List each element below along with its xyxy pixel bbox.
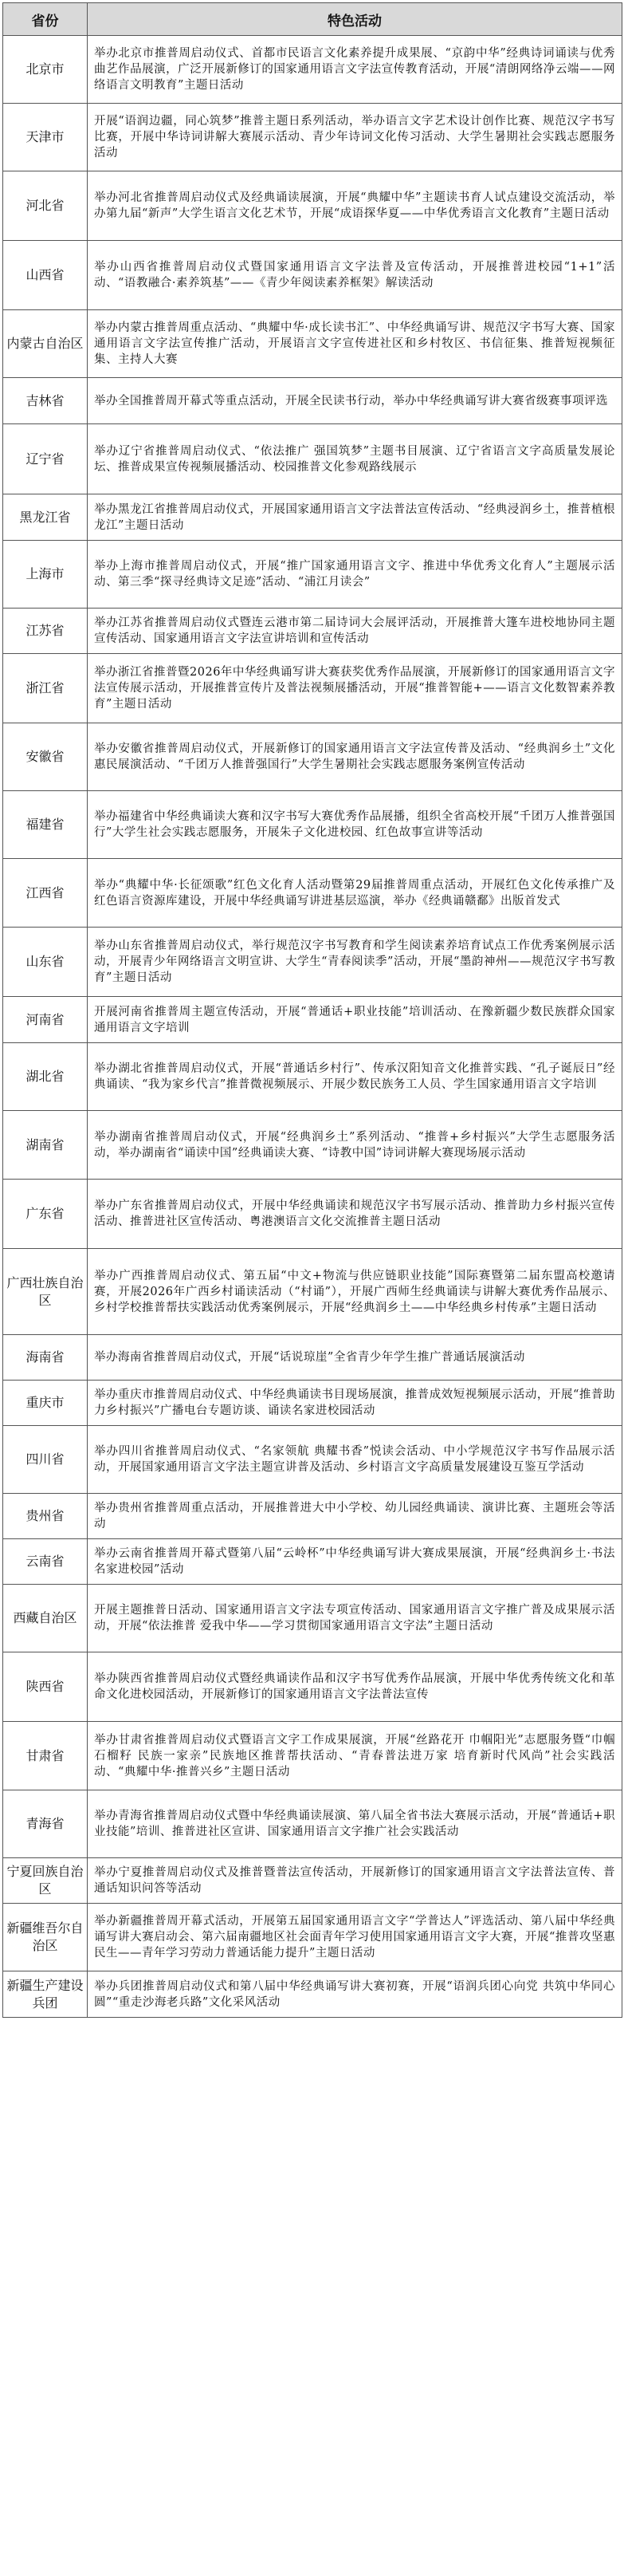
activity-cell: 举办全国推普周开幕式等重点活动，开展全民读书行动，举办中华经典诵写讲大赛省级赛事项评选 — [88, 378, 622, 424]
activity-cell: 举办福建省中华经典诵读大赛和汉字书写大赛优秀作品展播，组织全省高校开展“千团万人推普强国行”大学生社会实践志愿服务，开展朱子文化进校园、红色故事宣讲等活动 — [88, 791, 622, 859]
province-cell: 西藏自治区 — [3, 1585, 88, 1652]
activity-cell: 举办江苏省推普周启动仪式暨连云港市第二届诗词大会展评活动，开展推普大篷车进校地协同主题宣传活动、国家通用语言文字法宣讲培训和宣传活动 — [88, 609, 622, 654]
table-row — [3, 1335, 622, 1381]
province-cell: 河北省 — [3, 171, 88, 241]
table-row — [3, 241, 622, 310]
table-row — [3, 1249, 622, 1335]
table-row — [3, 1585, 622, 1652]
table-row — [3, 310, 622, 378]
table-row — [3, 1494, 622, 1539]
activity-cell: 举办贵州省推普周重点活动，开展推普进大中小学校、幼儿园经典诵读、演讲比赛、主题班会等活动 — [88, 1494, 622, 1539]
province-cell: 内蒙古自治区 — [3, 310, 88, 378]
column-header-province: 省份 — [3, 3, 88, 36]
activity-cell: 举办“典耀中华·长征颂歌”红色文化育人活动暨第29届推普周重点活动，开展红色文化传承推广及红色语言资源库建设，开展中华经典诵写讲进基层巡演，举办《经典诵赣鄱》出版首发式 — [88, 859, 622, 928]
activity-cell: 举办上海市推普周启动仪式，开展“推广国家通用语言文字、推进中华优秀文化育人”主题展示活动、第三季“探寻经典诗文足迹”活动、“浦江月读会” — [88, 541, 622, 609]
table-row — [3, 723, 622, 791]
activity-cell: 举办北京市推普周启动仪式、首都市民语言文化素养提升成果展、“京韵中华”经典诗词诵读与优秀曲艺作品展演，广泛开展新修订的国家通用语言文字法宣传教育活动，开展“清朗网络净云端——网络语言文明教育”主题日活动 — [88, 36, 622, 104]
table-row — [3, 1426, 622, 1494]
column-header-activity: 特色活动 — [88, 3, 622, 36]
province-cell: 江苏省 — [3, 609, 88, 654]
table-row — [3, 859, 622, 928]
table-row — [3, 1858, 622, 1904]
table-row — [3, 1381, 622, 1426]
table-row — [3, 424, 622, 494]
province-cell: 贵州省 — [3, 1494, 88, 1539]
table-row — [3, 1971, 622, 2018]
activity-cell: 举办山东省推普周启动仪式，举行规范汉字书写教育和学生阅读素养培育试点工作优秀案例展示活动，开展青少年网络语言文明宣讲、大学生“青春阅读季”活动，开展“墨韵神州——规范汉字书写教育”主题日活动 — [88, 928, 622, 997]
activity-table — [2, 2, 622, 2018]
province-cell: 北京市 — [3, 36, 88, 104]
table-row — [3, 791, 622, 859]
table-row — [3, 494, 622, 541]
activity-cell: 举办山西省推普周启动仪式暨国家通用语言文字法普及宣传活动，开展推普进校园“1+1”活动、“语教融合·素养筑基”——《青少年阅读素养框架》解读活动 — [88, 241, 622, 310]
province-cell: 湖北省 — [3, 1043, 88, 1111]
table-row — [3, 1539, 622, 1585]
province-cell: 黑龙江省 — [3, 494, 88, 541]
province-cell: 广西壮族自治区 — [3, 1249, 88, 1335]
activity-cell: 举办内蒙古推普周重点活动、“典耀中华·成长读书汇”、中华经典诵写讲、规范汉字书写大赛、国家通用语言文字法宣传推广活动，开展语言文字宣传进社区和乡村牧区、书信征集、推普短视频征集、主持人大赛 — [88, 310, 622, 378]
activity-cell: 举办湖北省推普周启动仪式，开展“普通话乡村行”、传承汉阳知音文化推普实践、“孔子诞辰日”经典诵读、“我为家乡代言”推普微视频展示、开展少数民族务工人员、学生国家通用语言文字培训 — [88, 1043, 622, 1111]
table-row — [3, 36, 622, 104]
table-row — [3, 1652, 622, 1722]
activity-cell: 举办四川省推普周启动仪式、“名家领航 典耀书香”悦读会活动、中小学规范汉字书写作品展示活动，开展国家通用语言文字法主题宣讲普及活动、乡村语言文字高质量发展建设互鉴互学活动 — [88, 1426, 622, 1494]
table-row — [3, 378, 622, 424]
province-cell: 天津市 — [3, 104, 88, 171]
province-cell: 福建省 — [3, 791, 88, 859]
table-row — [3, 104, 622, 171]
province-cell: 安徽省 — [3, 723, 88, 791]
activity-cell: 开展河南省推普周主题宣传活动，开展“普通话+职业技能”培训活动、在豫新疆少数民族群众国家通用语言文字培训 — [88, 997, 622, 1043]
province-cell: 江西省 — [3, 859, 88, 928]
activity-cell: 举办甘肃省推普周启动仪式暨语言文字工作成果展演，开展“丝路花开 巾帼阳光”志愿服务暨“巾帼石榴籽 民族一家亲”民族地区推普帮扶活动、“青春普法进万家 培育新时代风尚”社会实践活动、“典耀中华·推普兴乡”主题日活动 — [88, 1722, 622, 1790]
table-row — [3, 609, 622, 654]
table-row — [3, 1043, 622, 1111]
province-cell: 吉林省 — [3, 378, 88, 424]
activity-cell: 举办黑龙江省推普周启动仪式，开展国家通用语言文字法普法宣传活动、“经典浸润乡土，推普植根龙江”主题日活动 — [88, 494, 622, 541]
province-cell: 重庆市 — [3, 1381, 88, 1426]
province-cell: 山东省 — [3, 928, 88, 997]
province-cell: 河南省 — [3, 997, 88, 1043]
province-cell: 四川省 — [3, 1426, 88, 1494]
province-cell: 海南省 — [3, 1335, 88, 1381]
table-row — [3, 1790, 622, 1858]
table-header-row — [3, 3, 622, 36]
table-row — [3, 171, 622, 241]
activity-cell: 举办青海省推普周启动仪式暨中华经典诵读展演、第八届全省书法大赛展示活动，开展“普通话+职业技能”培训、推普进社区宣讲、国家通用语言文字推广社会实践活动 — [88, 1790, 622, 1858]
province-cell: 宁夏回族自治区 — [3, 1858, 88, 1904]
province-cell: 浙江省 — [3, 654, 88, 723]
table-row — [3, 1722, 622, 1790]
activity-cell: 举办兵团推普周启动仪式和第八届中华经典诵写讲大赛初赛，开展“语润兵团心向党 共筑中华同心圆”“重走沙海老兵路”文化采风活动 — [88, 1971, 622, 2018]
activity-cell: 举办安徽省推普周启动仪式，开展新修订的国家通用语言文字法宣传普及活动、“经典润乡土”文化惠民展演活动、“千团万人推普强国行”大学生暑期社会实践志愿服务案例宣传活动 — [88, 723, 622, 791]
activity-cell: 举办新疆推普周开幕式活动，开展第五届国家通用语言文字“学普达人”评选活动、第八届中华经典诵写讲大赛启动会、第六届南疆地区社会面青年学习使用国家通用语言文字大赛，开展“推普攻坚惠民生——青年学习劳动力普通话能力提升”主题日活动 — [88, 1904, 622, 1971]
table-row — [3, 1180, 622, 1249]
province-cell: 上海市 — [3, 541, 88, 609]
activity-cell: 举办湖南省推普周启动仪式，开展“经典润乡土”系列活动、“推普+乡村振兴”大学生志愿服务活动，举办湖南省“诵读中国”经典诵读大赛、“诗教中国”诗词讲解大赛现场展示活动 — [88, 1111, 622, 1180]
activity-cell: 举办海南省推普周启动仪式，开展“话说琼崖”全省青少年学生推广普通话展演活动 — [88, 1335, 622, 1381]
table-row — [3, 654, 622, 723]
province-cell: 辽宁省 — [3, 424, 88, 494]
province-cell: 新疆生产建设兵团 — [3, 1971, 88, 2018]
activity-cell: 举办陕西省推普周启动仪式暨经典诵读作品和汉字书写优秀作品展演，开展中华优秀传统文化和革命文化进校园活动，开展新修订的国家通用语言文字法普法宣传 — [88, 1652, 622, 1722]
table-row — [3, 928, 622, 997]
province-cell: 广东省 — [3, 1180, 88, 1249]
activity-cell: 开展“语润边疆，同心筑梦”推普主题日系列活动，举办语言文字艺术设计创作比赛、规范汉字书写比赛，开展中华诗词讲解大赛展示活动、青少年诗词文化传习活动、大学生暑期社会实践志愿服务活动 — [88, 104, 622, 171]
activity-cell: 举办宁夏推普周启动仪式及推普暨普法宣传活动，开展新修订的国家通用语言文字法普法宣传、普通话知识问答等活动 — [88, 1858, 622, 1904]
activity-cell: 举办重庆市推普周启动仪式、中华经典诵读书目现场展演，推普成效短视频展示活动，开展“推普助力乡村振兴”广播电台专题访谈、诵读名家进校园活动 — [88, 1381, 622, 1426]
province-cell: 山西省 — [3, 241, 88, 310]
province-cell: 青海省 — [3, 1790, 88, 1858]
table-row — [3, 541, 622, 609]
activity-cell: 举办云南省推普周开幕式暨第八届“云岭杯”中华经典诵写讲大赛成果展演，开展“经典润乡土·书法名家进校园”活动 — [88, 1539, 622, 1585]
province-cell: 甘肃省 — [3, 1722, 88, 1790]
activity-cell: 举办广西推普周启动仪式、第五届“中文+物流与供应链职业技能”国际赛暨第二届东盟高校邀请赛，开展2026年广西乡村诵读活动（“村诵”），开展广西师生经典诵读与讲解大赛优秀作品展示、乡村学校推普帮扶实践活动优秀案例展示，开展“经典润乡土——中华经典乡村传承”主题日活动 — [88, 1249, 622, 1335]
activity-cell: 举办广东省推普周启动仪式，开展中华经典诵读和规范汉字书写展示活动、推普助力乡村振兴宣传活动、推普进社区宣传活动、粤港澳语言文化交流推普主题日活动 — [88, 1180, 622, 1249]
activity-cell: 举办浙江省推普暨2026年中华经典诵写讲大赛获奖优秀作品展演，开展新修订的国家通用语言文字法宣传展示活动，开展推普宣传片及普法视频展播活动，开展“推普智能+——语言文化数智素养教育”主题日活动 — [88, 654, 622, 723]
activity-cell: 举办辽宁省推普周启动仪式、“依法推广 强国筑梦”主题书目展演、辽宁省语言文字高质量发展论坛、推普成果宣传视频展播活动、校园推普文化参观路线展示 — [88, 424, 622, 494]
activity-cell: 举办河北省推普周启动仪式及经典诵读展演，开展“典耀中华”主题读书育人试点建设交流活动，举办第九届“新声”大学生语言文化艺术节，开展“成语探华夏——中华优秀语言文化教育”主题日活动 — [88, 171, 622, 241]
province-cell: 湖南省 — [3, 1111, 88, 1180]
table-row — [3, 997, 622, 1043]
province-cell: 云南省 — [3, 1539, 88, 1585]
table-row — [3, 1111, 622, 1180]
province-cell: 新疆维吾尔自治区 — [3, 1904, 88, 1971]
table-row — [3, 1904, 622, 1971]
province-cell: 陕西省 — [3, 1652, 88, 1722]
table-body — [3, 36, 622, 2018]
activity-cell: 开展主题推普日活动、国家通用语言文字法专项宣传活动、国家通用语言文字推广普及成果展示活动，开展“依法推普 爱我中华——学习贯彻国家通用语言文字法”主题日活动 — [88, 1585, 622, 1652]
